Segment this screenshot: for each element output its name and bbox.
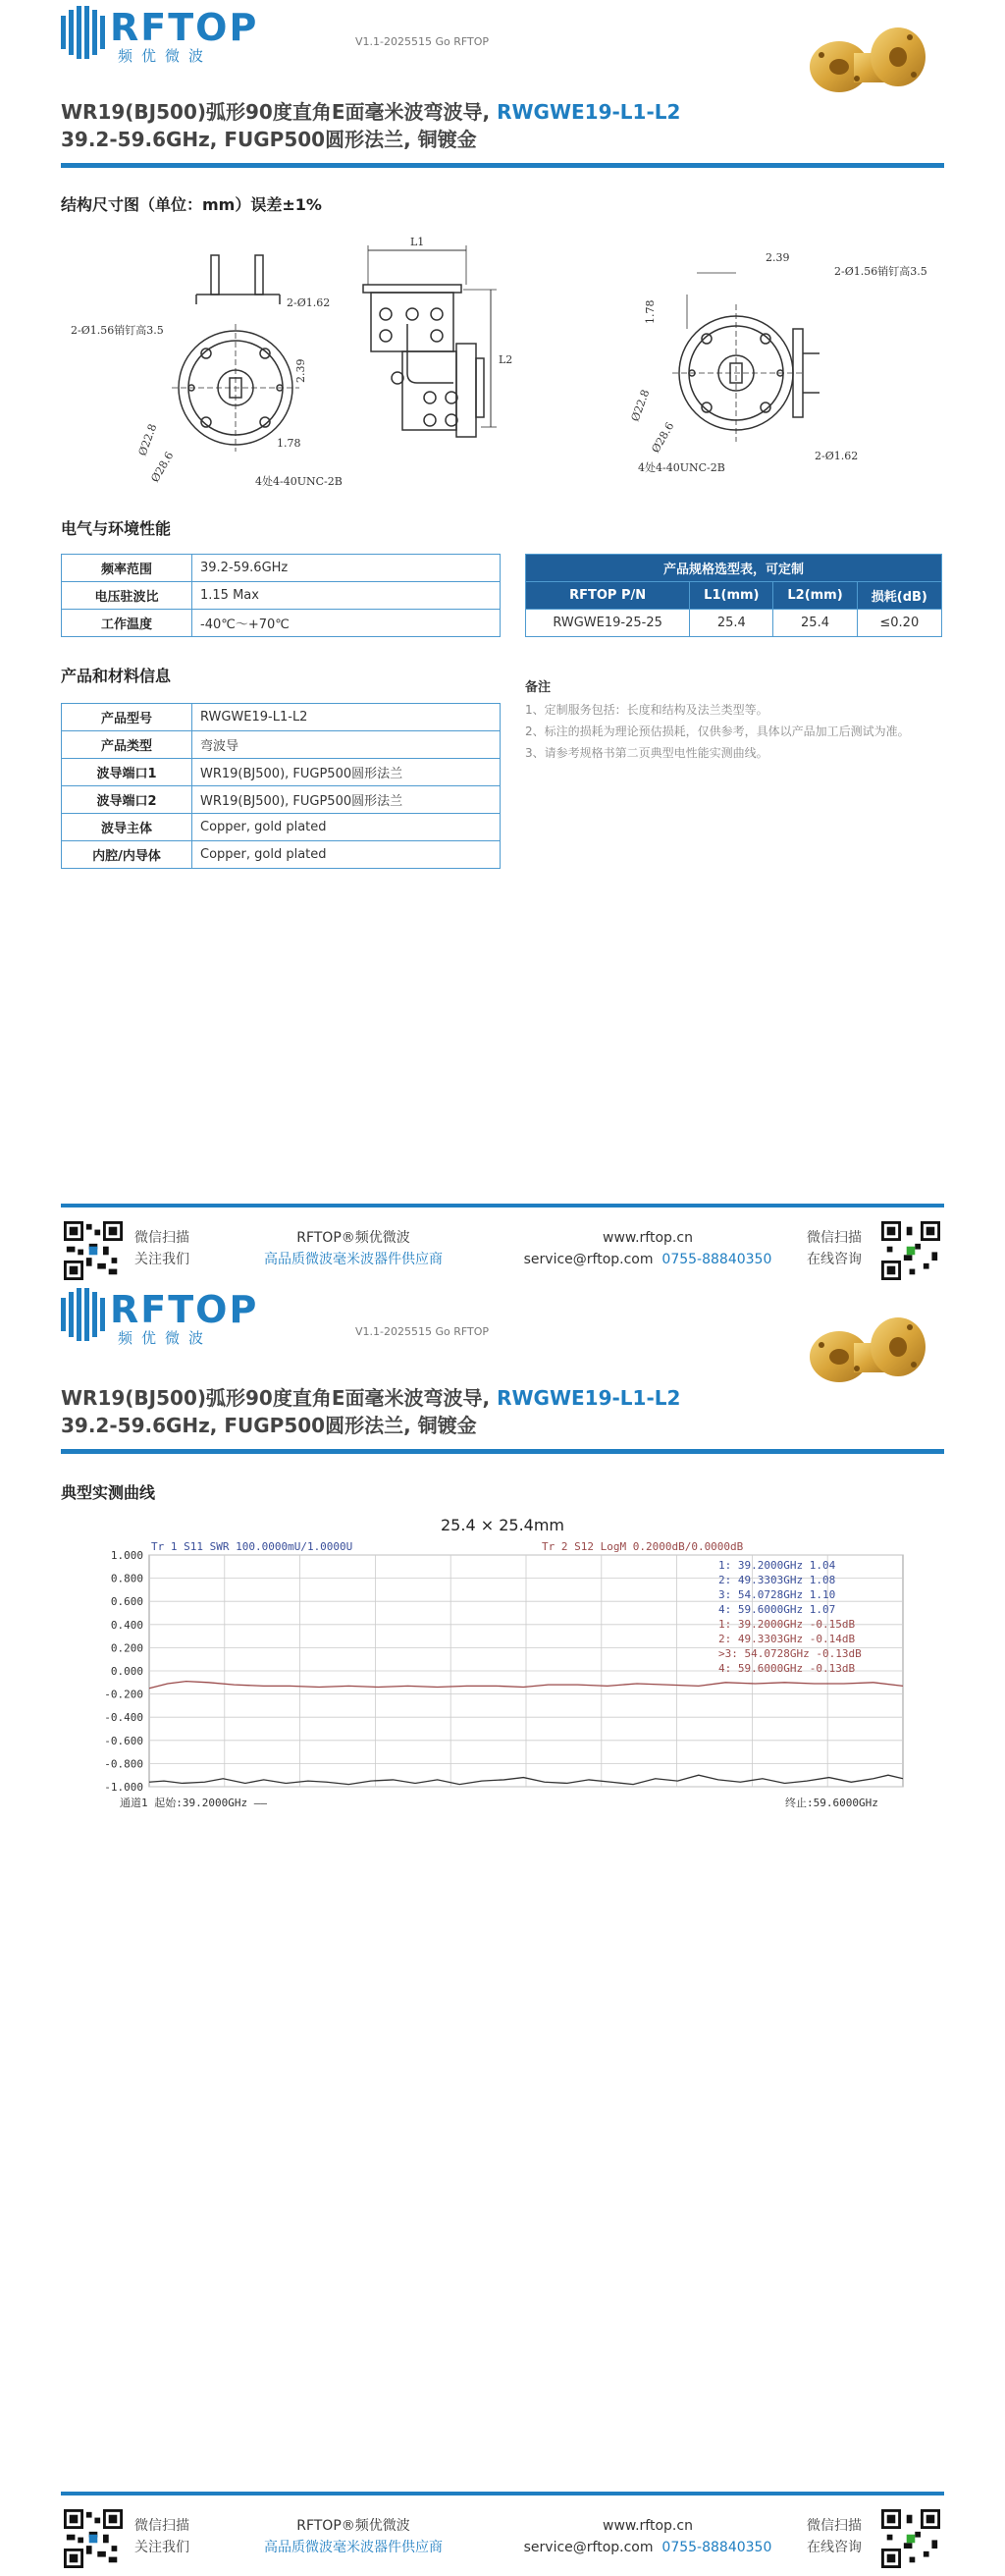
row-value: 1.15 Max xyxy=(192,582,501,610)
electrical-table xyxy=(61,554,501,637)
chart-title: 25.4 × 25.4mm xyxy=(441,1516,564,1534)
table-row xyxy=(62,704,501,731)
row-value: 39.2-59.6GHz xyxy=(192,555,501,582)
qr-code-consult[interactable] xyxy=(881,2509,940,2568)
selection-cell: ≤0.20 xyxy=(857,610,941,637)
selection-header: L1(mm) xyxy=(690,582,773,610)
page-2 xyxy=(0,1288,1005,2576)
table-row xyxy=(62,786,501,814)
product-title: WR19(BJ500)弧形90度直角E面毫米波弯波导, RWGWE19-L1-L2 xyxy=(61,1386,681,1410)
label-dia286-right: Ø28.6 xyxy=(649,419,677,456)
row-key: 电压驻波比 xyxy=(62,582,192,610)
label-thread-right: 4处4-40UNC-2B xyxy=(638,461,725,474)
version-text: V1.1-2025515 Go RFTOP xyxy=(355,1325,490,1338)
curve-heading: 典型实测曲线 xyxy=(61,1483,156,1502)
trace2-label: Tr 2 S12 LogM 0.2000dB/0.0000dB xyxy=(542,1540,744,1553)
table-row xyxy=(62,814,501,841)
logo-chinese: 频优微波 xyxy=(118,47,213,65)
label-l2: L2 xyxy=(499,353,513,366)
y-tick-label: 1.000 xyxy=(110,1549,143,1562)
label-hole-left: 2-Ø1.62 xyxy=(287,296,331,309)
qr-code-consult[interactable] xyxy=(881,1221,940,1280)
y-tick-label: 0.000 xyxy=(110,1665,143,1678)
version-text: V1.1-2025515 Go RFTOP xyxy=(355,35,490,48)
row-value: -40℃～+70℃ xyxy=(192,610,501,637)
qr-code-follow[interactable] xyxy=(64,1221,123,1280)
y-tick-label: -0.800 xyxy=(104,1757,143,1771)
selection-cell: RWGWE19-25-25 xyxy=(526,610,690,637)
table-row xyxy=(62,610,501,637)
row-value: Copper, gold plated xyxy=(192,841,501,869)
row-key: 产品类型 xyxy=(62,731,192,759)
selection-table xyxy=(525,554,942,637)
footer-contact xyxy=(520,2515,775,2558)
label-239-left: 2.39 xyxy=(294,358,307,383)
email-link[interactable]: service@rftop.com xyxy=(523,1252,654,1267)
y-tick-label: -0.400 xyxy=(104,1711,143,1725)
marker-readout: 4: 59.6000GHz -0.13dB xyxy=(718,1662,856,1675)
label-dia228-left: Ø22.8 xyxy=(135,422,160,458)
note-item: 1、定制服务包括：长度和结构及法兰类型等。 xyxy=(525,703,768,717)
phone-number: 0755-88840350 xyxy=(661,2540,772,2555)
notes-block xyxy=(525,677,947,764)
footer-contact xyxy=(520,1227,775,1270)
marker-readout: 3: 54.0728GHz 1.10 xyxy=(718,1588,836,1601)
row-value: WR19(BJ500), FUGP500圆形法兰 xyxy=(192,759,501,786)
selection-header: L2(mm) xyxy=(773,582,857,610)
footer-rule xyxy=(61,1204,944,1208)
row-key: 频率范围 xyxy=(62,555,192,582)
marker-readout: 2: 49.3303GHz 1.08 xyxy=(718,1574,836,1586)
chart-footer-left: 通道1 起始:39.2000GHz —— xyxy=(120,1797,267,1809)
label-thread-left: 4处4-40UNC-2B xyxy=(255,475,343,488)
label-hole-right: 2-Ø1.62 xyxy=(815,450,859,462)
note-item: 2、标注的损耗为理论预估损耗，仅供参考，具体以产品加工后测试为准。 xyxy=(525,724,910,738)
y-tick-label: 0.200 xyxy=(110,1641,143,1655)
table-row xyxy=(62,759,501,786)
footer-consult: 微信扫描 在线咨询 xyxy=(807,2518,862,2555)
footer-brand: RFTOP®频优微波 高品质微波毫米波器件供应商 xyxy=(264,1230,443,1267)
header-rule xyxy=(61,1449,944,1454)
footer-brand: RFTOP®频优微波 高品质微波毫米波器件供应商 xyxy=(264,2518,443,2555)
note-item: 3、请参考规格书第二页典型电性能实测曲线。 xyxy=(525,746,768,760)
label-dia286-left: Ø28.6 xyxy=(148,449,177,485)
selection-header: 损耗(dB) xyxy=(857,582,941,610)
product-title: WR19(BJ500)弧形90度直角E面毫米波弯波导, RWGWE19-L1-L2 xyxy=(61,100,681,124)
selection-cell: 25.4 xyxy=(690,610,773,637)
material-heading: 产品和材料信息 xyxy=(61,667,172,685)
product-photo xyxy=(800,1308,937,1416)
y-tick-label: -0.200 xyxy=(104,1688,143,1701)
logo-text: RFTOP xyxy=(110,6,259,49)
email-link[interactable]: service@rftop.com xyxy=(523,2540,654,2555)
label-l1: L1 xyxy=(410,236,425,248)
label-178-left: 1.78 xyxy=(277,437,301,450)
selection-cell: 25.4 xyxy=(773,610,857,637)
row-value: Copper, gold plated xyxy=(192,814,501,841)
trace1-label: Tr 1 S11 SWR 100.0000mU/1.0000U xyxy=(151,1540,353,1553)
y-tick-label: 0.600 xyxy=(110,1595,143,1609)
row-value: RWGWE19-L1-L2 xyxy=(192,704,501,731)
label-dia228-right: Ø22.8 xyxy=(628,388,653,424)
marker-readout: 1: 39.2000GHz 1.04 xyxy=(718,1559,836,1572)
chart-footer-right: 终止:59.6000GHz xyxy=(785,1797,878,1809)
website-link[interactable]: www.rftop.cn xyxy=(603,2518,693,2534)
y-tick-label: 0.800 xyxy=(110,1572,143,1585)
phone-number: 0755-88840350 xyxy=(661,1252,772,1267)
product-subtitle: 39.2-59.6GHz, FUGP500圆形法兰, 铜镀金 xyxy=(61,1414,477,1437)
qr-code-follow[interactable] xyxy=(64,2509,123,2568)
footer-follow: 微信扫描 关注我们 xyxy=(134,2518,189,2555)
electrical-heading: 电气与环境性能 xyxy=(61,519,172,538)
label-239-right: 2.39 xyxy=(766,251,790,264)
marker-readout: 4: 59.6000GHz 1.07 xyxy=(718,1603,836,1616)
row-key: 波导端口2 xyxy=(62,786,192,814)
website-link[interactable]: www.rftop.cn xyxy=(603,1230,693,1246)
product-subtitle: 39.2-59.6GHz, FUGP500圆形法兰, 铜镀金 xyxy=(61,128,477,151)
dimension-drawing xyxy=(59,226,952,501)
footer-follow: 微信扫描 关注我们 xyxy=(134,1230,189,1267)
vna-chart xyxy=(59,1533,923,1818)
marker-readout: 1: 39.2000GHz -0.15dB xyxy=(718,1618,856,1631)
footer-consult: 微信扫描 在线咨询 xyxy=(807,1230,862,1267)
row-key: 波导主体 xyxy=(62,814,192,841)
table-row xyxy=(62,841,501,869)
notes-title: 备注 xyxy=(525,680,552,695)
logo-text: RFTOP xyxy=(110,1288,259,1331)
drawing-heading: 结构尺寸图（单位：mm）误差±1% xyxy=(61,195,322,214)
row-key: 内腔/内导体 xyxy=(62,841,192,869)
table-row xyxy=(62,582,501,610)
row-value: WR19(BJ500), FUGP500圆形法兰 xyxy=(192,786,501,814)
table-row xyxy=(526,610,942,637)
row-value: 弯波导 xyxy=(192,731,501,759)
table-row xyxy=(62,555,501,582)
y-tick-label: 0.400 xyxy=(110,1618,143,1632)
header-rule xyxy=(61,163,944,168)
material-table xyxy=(61,703,501,869)
table-row xyxy=(62,731,501,759)
label-178-right: 1.78 xyxy=(644,299,657,324)
logo-chinese: 频优微波 xyxy=(118,1329,213,1347)
row-key: 波导端口1 xyxy=(62,759,192,786)
marker-readout: >3: 54.0728GHz -0.13dB xyxy=(718,1647,862,1660)
y-tick-label: -1.000 xyxy=(104,1781,143,1794)
product-photo xyxy=(800,18,937,126)
label-bolt-left: 2-Ø1.56销钉高3.5 xyxy=(71,324,164,337)
selection-caption: 产品规格选型表，可定制 xyxy=(526,555,942,582)
marker-readout: 2: 49.3303GHz -0.14dB xyxy=(718,1633,856,1645)
label-bolt-right: 2-Ø1.56销钉高3.5 xyxy=(834,265,927,278)
row-key: 工作温度 xyxy=(62,610,192,637)
y-tick-label: -0.600 xyxy=(104,1734,143,1747)
selection-header: RFTOP P/N xyxy=(526,582,690,610)
footer-rule xyxy=(61,2492,944,2496)
row-key: 产品型号 xyxy=(62,704,192,731)
